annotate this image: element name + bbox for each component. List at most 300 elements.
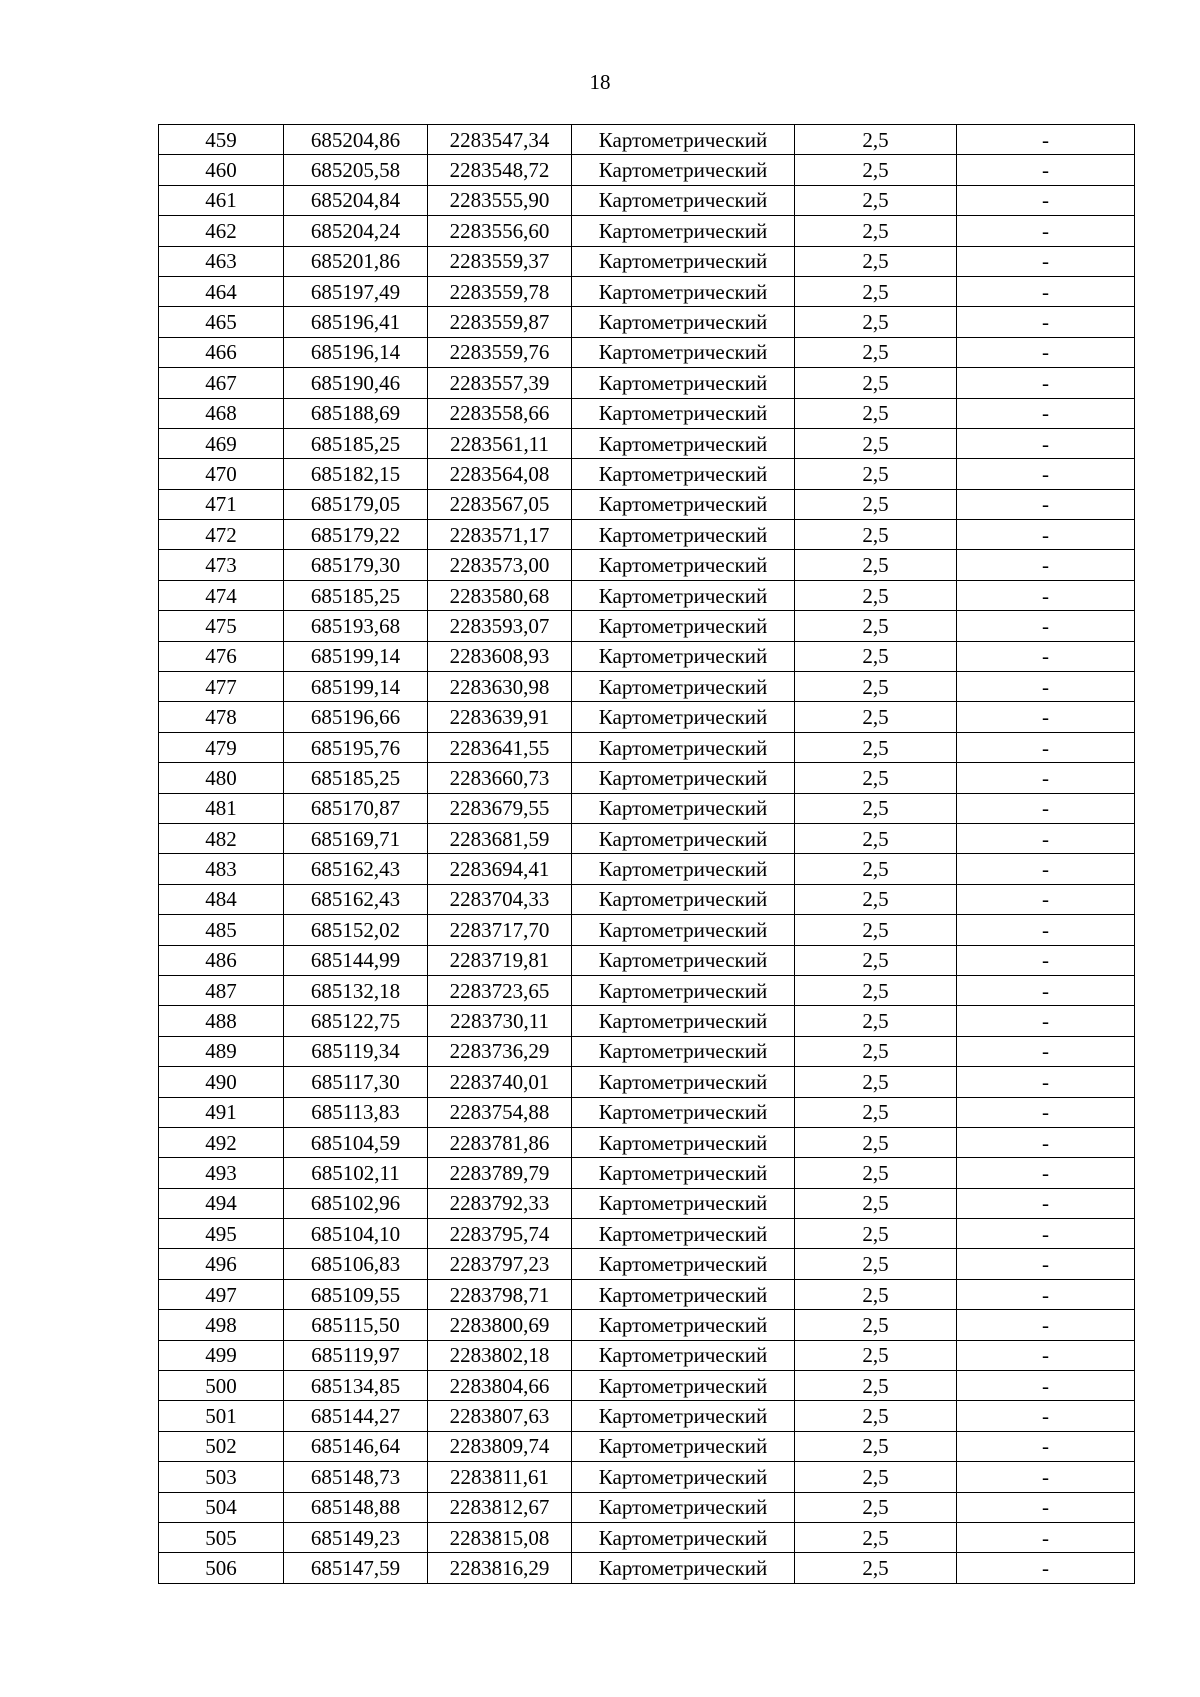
- method-cell: Картометрический: [572, 1188, 795, 1218]
- point-number-cell: 474: [159, 580, 284, 610]
- description-cell: -: [957, 702, 1135, 732]
- y-coordinate-cell: 2283580,68: [428, 580, 572, 610]
- table-row: [159, 1036, 1135, 1066]
- x-coordinate-cell: 685147,59: [284, 1553, 428, 1583]
- method-cell: Картометрический: [572, 337, 795, 367]
- method-cell: Картометрический: [572, 763, 795, 793]
- description-cell: -: [957, 1249, 1135, 1279]
- point-number-cell: 506: [159, 1553, 284, 1583]
- table-row: [159, 672, 1135, 702]
- description-cell: -: [957, 246, 1135, 276]
- method-cell: Картометрический: [572, 975, 795, 1005]
- table-row: [159, 307, 1135, 337]
- y-coordinate-cell: 2283816,29: [428, 1553, 572, 1583]
- y-coordinate-cell: 2283548,72: [428, 155, 572, 185]
- method-cell: Картометрический: [572, 307, 795, 337]
- x-coordinate-cell: 685199,14: [284, 672, 428, 702]
- accuracy-cell: 2,5: [795, 246, 957, 276]
- point-number-cell: 466: [159, 337, 284, 367]
- point-number-cell: 465: [159, 307, 284, 337]
- point-number-cell: 487: [159, 975, 284, 1005]
- x-coordinate-cell: 685182,15: [284, 459, 428, 489]
- point-number-cell: 479: [159, 732, 284, 762]
- description-cell: -: [957, 428, 1135, 458]
- point-number-cell: 460: [159, 155, 284, 185]
- page-number: 18: [589, 70, 611, 94]
- point-number-cell: 501: [159, 1401, 284, 1431]
- description-cell: -: [957, 1097, 1135, 1127]
- accuracy-cell: 2,5: [795, 580, 957, 610]
- point-number-cell: 498: [159, 1310, 284, 1340]
- method-cell: Картометрический: [572, 489, 795, 519]
- point-number-cell: 481: [159, 793, 284, 823]
- description-cell: -: [957, 1401, 1135, 1431]
- x-coordinate-cell: 685179,30: [284, 550, 428, 580]
- y-coordinate-cell: 2283555,90: [428, 185, 572, 215]
- description-cell: -: [957, 489, 1135, 519]
- method-cell: Картометрический: [572, 185, 795, 215]
- point-number-cell: 497: [159, 1279, 284, 1309]
- y-coordinate-cell: 2283809,74: [428, 1431, 572, 1461]
- y-coordinate-cell: 2283815,08: [428, 1522, 572, 1552]
- description-cell: -: [957, 1553, 1135, 1583]
- y-coordinate-cell: 2283754,88: [428, 1097, 572, 1127]
- description-cell: -: [957, 1371, 1135, 1401]
- x-coordinate-cell: 685195,76: [284, 732, 428, 762]
- x-coordinate-cell: 685185,25: [284, 428, 428, 458]
- table-row: [159, 216, 1135, 246]
- table-row: [159, 489, 1135, 519]
- method-cell: Картометрический: [572, 1158, 795, 1188]
- accuracy-cell: 2,5: [795, 276, 957, 306]
- table-row: [159, 398, 1135, 428]
- y-coordinate-cell: 2283573,00: [428, 550, 572, 580]
- description-cell: -: [957, 1067, 1135, 1097]
- method-cell: Картометрический: [572, 793, 795, 823]
- method-cell: Картометрический: [572, 368, 795, 398]
- method-cell: Картометрический: [572, 246, 795, 276]
- y-coordinate-cell: 2283804,66: [428, 1371, 572, 1401]
- x-coordinate-cell: 685199,14: [284, 641, 428, 671]
- x-coordinate-cell: 685196,66: [284, 702, 428, 732]
- description-cell: -: [957, 1127, 1135, 1157]
- accuracy-cell: 2,5: [795, 1097, 957, 1127]
- y-coordinate-cell: 2283704,33: [428, 884, 572, 914]
- x-coordinate-cell: 685197,49: [284, 276, 428, 306]
- x-coordinate-cell: 685152,02: [284, 915, 428, 945]
- table-row: [159, 763, 1135, 793]
- table-row: [159, 975, 1135, 1005]
- point-number-cell: 483: [159, 854, 284, 884]
- x-coordinate-cell: 685102,96: [284, 1188, 428, 1218]
- y-coordinate-cell: 2283719,81: [428, 945, 572, 975]
- table-row: [159, 1219, 1135, 1249]
- table-row: [159, 884, 1135, 914]
- description-cell: -: [957, 793, 1135, 823]
- table-row: [159, 580, 1135, 610]
- y-coordinate-cell: 2283558,66: [428, 398, 572, 428]
- accuracy-cell: 2,5: [795, 1492, 957, 1522]
- x-coordinate-cell: 685148,88: [284, 1492, 428, 1522]
- table-row: [159, 854, 1135, 884]
- point-number-cell: 504: [159, 1492, 284, 1522]
- accuracy-cell: 2,5: [795, 307, 957, 337]
- table-row: [159, 1310, 1135, 1340]
- description-cell: -: [957, 216, 1135, 246]
- y-coordinate-cell: 2283556,60: [428, 216, 572, 246]
- accuracy-cell: 2,5: [795, 1371, 957, 1401]
- method-cell: Картометрический: [572, 428, 795, 458]
- x-coordinate-cell: 685132,18: [284, 975, 428, 1005]
- x-coordinate-cell: 685117,30: [284, 1067, 428, 1097]
- table-row: [159, 1097, 1135, 1127]
- method-cell: Картометрический: [572, 1401, 795, 1431]
- point-number-cell: 492: [159, 1127, 284, 1157]
- accuracy-cell: 2,5: [795, 1158, 957, 1188]
- y-coordinate-cell: 2283679,55: [428, 793, 572, 823]
- x-coordinate-cell: 685204,86: [284, 125, 428, 155]
- method-cell: Картометрический: [572, 1522, 795, 1552]
- accuracy-cell: 2,5: [795, 459, 957, 489]
- table-row: [159, 732, 1135, 762]
- table-row: [159, 1401, 1135, 1431]
- method-cell: Картометрический: [572, 1097, 795, 1127]
- y-coordinate-cell: 2283798,71: [428, 1279, 572, 1309]
- description-cell: -: [957, 975, 1135, 1005]
- y-coordinate-cell: 2283557,39: [428, 368, 572, 398]
- point-number-cell: 463: [159, 246, 284, 276]
- y-coordinate-cell: 2283559,78: [428, 276, 572, 306]
- coordinates-table-body: [159, 125, 1135, 1584]
- point-number-cell: 486: [159, 945, 284, 975]
- x-coordinate-cell: 685119,97: [284, 1340, 428, 1370]
- accuracy-cell: 2,5: [795, 125, 957, 155]
- method-cell: Картометрический: [572, 1279, 795, 1309]
- point-number-cell: 478: [159, 702, 284, 732]
- accuracy-cell: 2,5: [795, 1188, 957, 1218]
- point-number-cell: 494: [159, 1188, 284, 1218]
- table-row: [159, 793, 1135, 823]
- description-cell: -: [957, 1036, 1135, 1066]
- accuracy-cell: 2,5: [795, 884, 957, 914]
- method-cell: Картометрический: [572, 1310, 795, 1340]
- y-coordinate-cell: 2283807,63: [428, 1401, 572, 1431]
- method-cell: Картометрический: [572, 1127, 795, 1157]
- accuracy-cell: 2,5: [795, 1340, 957, 1370]
- accuracy-cell: 2,5: [795, 1036, 957, 1066]
- accuracy-cell: 2,5: [795, 1249, 957, 1279]
- x-coordinate-cell: 685201,86: [284, 246, 428, 276]
- table-row: [159, 1067, 1135, 1097]
- table-row: [159, 702, 1135, 732]
- method-cell: Картометрический: [572, 520, 795, 550]
- description-cell: -: [957, 915, 1135, 945]
- accuracy-cell: 2,5: [795, 763, 957, 793]
- point-number-cell: 505: [159, 1522, 284, 1552]
- accuracy-cell: 2,5: [795, 641, 957, 671]
- method-cell: Картометрический: [572, 641, 795, 671]
- method-cell: Картометрический: [572, 823, 795, 853]
- x-coordinate-cell: 685115,50: [284, 1310, 428, 1340]
- description-cell: -: [957, 823, 1135, 853]
- point-number-cell: 484: [159, 884, 284, 914]
- table-row: [159, 641, 1135, 671]
- point-number-cell: 503: [159, 1462, 284, 1492]
- x-coordinate-cell: 685196,41: [284, 307, 428, 337]
- description-cell: -: [957, 307, 1135, 337]
- y-coordinate-cell: 2283641,55: [428, 732, 572, 762]
- point-number-cell: 475: [159, 611, 284, 641]
- table-row: [159, 550, 1135, 580]
- description-cell: -: [957, 1279, 1135, 1309]
- x-coordinate-cell: 685193,68: [284, 611, 428, 641]
- method-cell: Картометрический: [572, 1492, 795, 1522]
- accuracy-cell: 2,5: [795, 732, 957, 762]
- description-cell: -: [957, 1006, 1135, 1036]
- accuracy-cell: 2,5: [795, 1553, 957, 1583]
- x-coordinate-cell: 685134,85: [284, 1371, 428, 1401]
- accuracy-cell: 2,5: [795, 520, 957, 550]
- accuracy-cell: 2,5: [795, 1127, 957, 1157]
- point-number-cell: 480: [159, 763, 284, 793]
- x-coordinate-cell: 685119,34: [284, 1036, 428, 1066]
- x-coordinate-cell: 685190,46: [284, 368, 428, 398]
- accuracy-cell: 2,5: [795, 793, 957, 823]
- table-row: [159, 1006, 1135, 1036]
- y-coordinate-cell: 2283694,41: [428, 854, 572, 884]
- y-coordinate-cell: 2283681,59: [428, 823, 572, 853]
- description-cell: -: [957, 763, 1135, 793]
- y-coordinate-cell: 2283571,17: [428, 520, 572, 550]
- x-coordinate-cell: 685196,14: [284, 337, 428, 367]
- table-row: [159, 428, 1135, 458]
- method-cell: Картометрический: [572, 1340, 795, 1370]
- description-cell: -: [957, 1219, 1135, 1249]
- table-row: [159, 459, 1135, 489]
- method-cell: Картометрический: [572, 459, 795, 489]
- point-number-cell: 464: [159, 276, 284, 306]
- x-coordinate-cell: 685149,23: [284, 1522, 428, 1552]
- table-row: [159, 125, 1135, 155]
- point-number-cell: 495: [159, 1219, 284, 1249]
- x-coordinate-cell: 685170,87: [284, 793, 428, 823]
- description-cell: -: [957, 550, 1135, 580]
- accuracy-cell: 2,5: [795, 1431, 957, 1461]
- accuracy-cell: 2,5: [795, 672, 957, 702]
- x-coordinate-cell: 685102,11: [284, 1158, 428, 1188]
- y-coordinate-cell: 2283559,76: [428, 337, 572, 367]
- y-coordinate-cell: 2283559,87: [428, 307, 572, 337]
- x-coordinate-cell: 685185,25: [284, 763, 428, 793]
- description-cell: -: [957, 641, 1135, 671]
- point-number-cell: 482: [159, 823, 284, 853]
- method-cell: Картометрический: [572, 732, 795, 762]
- x-coordinate-cell: 685144,27: [284, 1401, 428, 1431]
- table-row: [159, 1462, 1135, 1492]
- table-row: [159, 1249, 1135, 1279]
- description-cell: -: [957, 125, 1135, 155]
- y-coordinate-cell: 2283789,79: [428, 1158, 572, 1188]
- x-coordinate-cell: 685109,55: [284, 1279, 428, 1309]
- y-coordinate-cell: 2283797,23: [428, 1249, 572, 1279]
- method-cell: Картометрический: [572, 1006, 795, 1036]
- x-coordinate-cell: 685122,75: [284, 1006, 428, 1036]
- y-coordinate-cell: 2283717,70: [428, 915, 572, 945]
- method-cell: Картометрический: [572, 884, 795, 914]
- y-coordinate-cell: 2283660,73: [428, 763, 572, 793]
- x-coordinate-cell: 685106,83: [284, 1249, 428, 1279]
- y-coordinate-cell: 2283811,61: [428, 1462, 572, 1492]
- y-coordinate-cell: 2283795,74: [428, 1219, 572, 1249]
- table-row: [159, 823, 1135, 853]
- point-number-cell: 493: [159, 1158, 284, 1188]
- table-row: [159, 1431, 1135, 1461]
- method-cell: Картометрический: [572, 1036, 795, 1066]
- x-coordinate-cell: 685148,73: [284, 1462, 428, 1492]
- point-number-cell: 469: [159, 428, 284, 458]
- y-coordinate-cell: 2283736,29: [428, 1036, 572, 1066]
- table-row: [159, 1522, 1135, 1552]
- accuracy-cell: 2,5: [795, 915, 957, 945]
- accuracy-cell: 2,5: [795, 550, 957, 580]
- x-coordinate-cell: 685179,05: [284, 489, 428, 519]
- coordinates-table: [158, 124, 1135, 1584]
- table-row: [159, 337, 1135, 367]
- description-cell: -: [957, 1522, 1135, 1552]
- point-number-cell: 470: [159, 459, 284, 489]
- x-coordinate-cell: 685146,64: [284, 1431, 428, 1461]
- description-cell: -: [957, 520, 1135, 550]
- point-number-cell: 471: [159, 489, 284, 519]
- y-coordinate-cell: 2283630,98: [428, 672, 572, 702]
- description-cell: -: [957, 337, 1135, 367]
- description-cell: -: [957, 1492, 1135, 1522]
- description-cell: -: [957, 854, 1135, 884]
- point-number-cell: 499: [159, 1340, 284, 1370]
- y-coordinate-cell: 2283559,37: [428, 246, 572, 276]
- x-coordinate-cell: 685144,99: [284, 945, 428, 975]
- y-coordinate-cell: 2283730,11: [428, 1006, 572, 1036]
- description-cell: -: [957, 1462, 1135, 1492]
- accuracy-cell: 2,5: [795, 1462, 957, 1492]
- table-row: [159, 1492, 1135, 1522]
- point-number-cell: 496: [159, 1249, 284, 1279]
- point-number-cell: 488: [159, 1006, 284, 1036]
- description-cell: -: [957, 672, 1135, 702]
- table-row: [159, 1340, 1135, 1370]
- method-cell: Картометрический: [572, 702, 795, 732]
- point-number-cell: 489: [159, 1036, 284, 1066]
- x-coordinate-cell: 685169,71: [284, 823, 428, 853]
- y-coordinate-cell: 2283639,91: [428, 702, 572, 732]
- x-coordinate-cell: 685205,58: [284, 155, 428, 185]
- x-coordinate-cell: 685162,43: [284, 854, 428, 884]
- point-number-cell: 491: [159, 1097, 284, 1127]
- accuracy-cell: 2,5: [795, 489, 957, 519]
- description-cell: -: [957, 884, 1135, 914]
- method-cell: Картометрический: [572, 155, 795, 185]
- method-cell: Картометрический: [572, 945, 795, 975]
- description-cell: -: [957, 945, 1135, 975]
- y-coordinate-cell: 2283792,33: [428, 1188, 572, 1218]
- description-cell: -: [957, 459, 1135, 489]
- x-coordinate-cell: 685113,83: [284, 1097, 428, 1127]
- accuracy-cell: 2,5: [795, 1401, 957, 1431]
- method-cell: Картометрический: [572, 672, 795, 702]
- y-coordinate-cell: 2283564,08: [428, 459, 572, 489]
- table-row: [159, 368, 1135, 398]
- point-number-cell: 500: [159, 1371, 284, 1401]
- method-cell: Картометрический: [572, 1219, 795, 1249]
- y-coordinate-cell: 2283723,65: [428, 975, 572, 1005]
- x-coordinate-cell: 685179,22: [284, 520, 428, 550]
- y-coordinate-cell: 2283547,34: [428, 125, 572, 155]
- point-number-cell: 473: [159, 550, 284, 580]
- x-coordinate-cell: 685104,59: [284, 1127, 428, 1157]
- description-cell: -: [957, 1340, 1135, 1370]
- x-coordinate-cell: 685104,10: [284, 1219, 428, 1249]
- table-row: [159, 185, 1135, 215]
- accuracy-cell: 2,5: [795, 185, 957, 215]
- method-cell: Картометрический: [572, 580, 795, 610]
- table-row: [159, 1279, 1135, 1309]
- method-cell: Картометрический: [572, 915, 795, 945]
- table-row: [159, 1158, 1135, 1188]
- method-cell: Картометрический: [572, 398, 795, 428]
- x-coordinate-cell: 685188,69: [284, 398, 428, 428]
- accuracy-cell: 2,5: [795, 1219, 957, 1249]
- point-number-cell: 476: [159, 641, 284, 671]
- point-number-cell: 502: [159, 1431, 284, 1461]
- table-row: [159, 945, 1135, 975]
- description-cell: -: [957, 1431, 1135, 1461]
- point-number-cell: 477: [159, 672, 284, 702]
- accuracy-cell: 2,5: [795, 1067, 957, 1097]
- point-number-cell: 490: [159, 1067, 284, 1097]
- method-cell: Картометрический: [572, 854, 795, 884]
- method-cell: Картометрический: [572, 550, 795, 580]
- method-cell: Картометрический: [572, 1249, 795, 1279]
- accuracy-cell: 2,5: [795, 945, 957, 975]
- table-row: [159, 1127, 1135, 1157]
- table-row: [159, 1371, 1135, 1401]
- table-row: [159, 611, 1135, 641]
- accuracy-cell: 2,5: [795, 975, 957, 1005]
- description-cell: -: [957, 1310, 1135, 1340]
- description-cell: -: [957, 1158, 1135, 1188]
- y-coordinate-cell: 2283781,86: [428, 1127, 572, 1157]
- x-coordinate-cell: 685204,24: [284, 216, 428, 246]
- point-number-cell: 472: [159, 520, 284, 550]
- description-cell: -: [957, 1188, 1135, 1218]
- table-row: [159, 1188, 1135, 1218]
- y-coordinate-cell: 2283800,69: [428, 1310, 572, 1340]
- accuracy-cell: 2,5: [795, 823, 957, 853]
- accuracy-cell: 2,5: [795, 1006, 957, 1036]
- method-cell: Картометрический: [572, 125, 795, 155]
- point-number-cell: 467: [159, 368, 284, 398]
- accuracy-cell: 2,5: [795, 854, 957, 884]
- table-row: [159, 1553, 1135, 1583]
- y-coordinate-cell: 2283740,01: [428, 1067, 572, 1097]
- description-cell: -: [957, 398, 1135, 428]
- x-coordinate-cell: 685185,25: [284, 580, 428, 610]
- description-cell: -: [957, 155, 1135, 185]
- method-cell: Картометрический: [572, 1067, 795, 1097]
- accuracy-cell: 2,5: [795, 398, 957, 428]
- table-row: [159, 276, 1135, 306]
- x-coordinate-cell: 685204,84: [284, 185, 428, 215]
